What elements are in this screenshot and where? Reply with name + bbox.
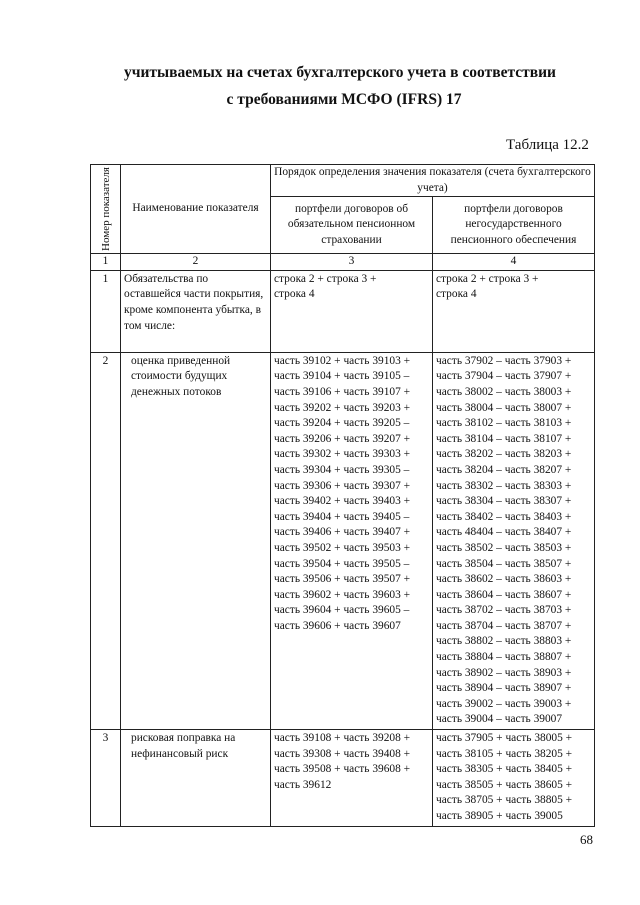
row-nonstate-pension-formula bbox=[433, 270, 595, 352]
formula-line: часть 39606 + часть 39607 bbox=[274, 619, 401, 632]
formula-line: часть 38604 – часть 38607 + bbox=[436, 588, 572, 601]
formula-line: часть 39104 + часть 39105 – bbox=[274, 370, 410, 383]
formula-line: часть 39302 + часть 39303 + bbox=[274, 448, 411, 461]
formula-line: часть 39404 + часть 39405 – bbox=[274, 510, 410, 523]
formula-line: часть 39102 + часть 39103 + bbox=[274, 354, 411, 367]
row-indicator-name: Обязательства по оставшейся части покрытия, кроме компонента убытка, в том числе: bbox=[121, 270, 271, 352]
table-row bbox=[91, 352, 595, 729]
formula-line: часть 39604 + часть 39605 – bbox=[274, 604, 410, 617]
formula-line: часть 39602 + часть 39603 + bbox=[274, 588, 411, 601]
formula-line: часть 39402 + часть 39403 + bbox=[274, 495, 411, 508]
formula-line: часть 38602 – часть 38603 + bbox=[436, 573, 572, 586]
formula-line: часть 38102 – часть 38103 + bbox=[436, 417, 572, 430]
formula-line: часть 39304 + часть 39305 – bbox=[274, 463, 410, 476]
formula-line: часть 38902 – часть 38903 + bbox=[436, 666, 572, 679]
formula-line: часть 38402 – часть 38403 + bbox=[436, 510, 572, 523]
formula-line: часть 39406 + часть 39407 + bbox=[274, 526, 411, 539]
formula-line: часть 38202 – часть 38203 + bbox=[436, 448, 572, 461]
formula-line: часть 39306 + часть 39307 + bbox=[274, 479, 411, 492]
header-determination-order: Порядок определения значения показателя (счета бухгалтерского учета) bbox=[271, 165, 595, 197]
column-number-row bbox=[91, 254, 595, 271]
formula-line: часть 38802 – часть 38803 + bbox=[436, 635, 572, 648]
column-number-4: 4 bbox=[433, 254, 595, 271]
formula-line: строка 4 bbox=[436, 288, 477, 301]
row-nonstate-pension-formula bbox=[433, 352, 595, 729]
formula-line: часть 38305 + часть 38405 + bbox=[436, 763, 573, 776]
row-indicator-name: оценка приведенной стоимости будущих денежных потоков bbox=[121, 352, 271, 729]
formula-line: часть 38704 – часть 38707 + bbox=[436, 619, 572, 632]
document-heading-line1: учитываемых на счетах бухгалтерского учета в соответствии bbox=[124, 64, 556, 81]
page-number: 68 bbox=[580, 832, 593, 847]
formula-line: часть 38105 + часть 38205 + bbox=[436, 747, 573, 760]
formula-line: часть 37905 + часть 38005 + bbox=[436, 732, 573, 745]
column-number-1: 1 bbox=[91, 254, 121, 271]
formula-line: часть 38504 – часть 38507 + bbox=[436, 557, 572, 570]
formula-line: часть 39106 + часть 39107 + bbox=[274, 385, 411, 398]
formula-line: часть 39002 – часть 39003 + bbox=[436, 697, 572, 710]
table-header-row bbox=[91, 165, 595, 197]
formula-line: строка 2 + строка 3 + bbox=[436, 272, 539, 285]
formula-line: часть 39204 + часть 39205 – bbox=[274, 417, 410, 430]
formula-line: часть 39612 bbox=[274, 778, 332, 791]
formula-line: часть 38104 – часть 38107 + bbox=[436, 432, 572, 445]
indicator-table bbox=[90, 164, 595, 827]
formula-line: часть 38004 – часть 38007 + bbox=[436, 401, 572, 414]
formula-line: часть 38505 + часть 38605 + bbox=[436, 778, 573, 791]
formula-line: часть 38502 – часть 38503 + bbox=[436, 541, 572, 554]
formula-line: часть 38302 – часть 38303 + bbox=[436, 479, 572, 492]
row-mandatory-pension-formula bbox=[271, 352, 433, 729]
row-mandatory-pension-formula bbox=[271, 270, 433, 352]
column-number-2: 2 bbox=[121, 254, 271, 271]
formula-line: часть 37904 – часть 37907 + bbox=[436, 370, 572, 383]
formula-line: часть 38304 – часть 38307 + bbox=[436, 495, 572, 508]
formula-line: часть 38705 + часть 38805 + bbox=[436, 794, 573, 807]
table-row bbox=[91, 730, 595, 827]
row-number: 2 bbox=[91, 352, 121, 729]
formula-line: часть 39202 + часть 39203 + bbox=[274, 401, 411, 414]
formula-line: часть 38804 – часть 38807 + bbox=[436, 651, 572, 664]
formula-line: часть 38904 – часть 38907 + bbox=[436, 682, 572, 695]
formula-line: часть 39506 + часть 39507 + bbox=[274, 573, 411, 586]
table-label: Таблица 12.2 bbox=[506, 137, 589, 153]
header-indicator-number-text: Номер показателя bbox=[99, 167, 112, 252]
header-nonstate-pension-portfolios: портфели договоров негосударственного пенсионного обеспечения bbox=[433, 197, 595, 254]
formula-line: часть 39502 + часть 39503 + bbox=[274, 541, 411, 554]
row-nonstate-pension-formula bbox=[433, 730, 595, 827]
formula-line: часть 39504 + часть 39505 – bbox=[274, 557, 410, 570]
column-number-3: 3 bbox=[271, 254, 433, 271]
formula-line: строка 4 bbox=[274, 288, 315, 301]
row-mandatory-pension-formula bbox=[271, 730, 433, 827]
row-number: 3 bbox=[91, 730, 121, 827]
row-indicator-name: рисковая поправка на нефинансовый риск bbox=[121, 730, 271, 827]
table-row bbox=[91, 270, 595, 352]
document-heading-line2: с требованиями МСФО (IFRS) 17 bbox=[226, 91, 462, 108]
formula-line: часть 38002 – часть 38003 + bbox=[436, 385, 572, 398]
header-indicator-name: Наименование показателя bbox=[121, 165, 271, 254]
formula-line: часть 39308 + часть 39408 + bbox=[274, 747, 411, 760]
formula-line: часть 48404 – часть 38407 + bbox=[436, 526, 572, 539]
formula-line: часть 39508 + часть 39608 + bbox=[274, 763, 411, 776]
formula-line: часть 38204 – часть 38207 + bbox=[436, 463, 572, 476]
header-mandatory-pension-portfolios: портфели договоров об обязательном пенсионном страховании bbox=[271, 197, 433, 254]
formula-line: часть 39004 – часть 39007 bbox=[436, 713, 563, 726]
formula-line: часть 38905 + часть 39005 bbox=[436, 810, 563, 822]
formula-line: строка 2 + строка 3 + bbox=[274, 272, 377, 285]
formula-line: часть 38702 – часть 38703 + bbox=[436, 604, 572, 617]
formula-line: часть 39206 + часть 39207 + bbox=[274, 432, 411, 445]
formula-line: часть 37902 – часть 37903 + bbox=[436, 354, 572, 367]
header-indicator-number bbox=[91, 165, 121, 254]
row-number: 1 bbox=[91, 270, 121, 352]
formula-line: часть 39108 + часть 39208 + bbox=[274, 732, 411, 745]
